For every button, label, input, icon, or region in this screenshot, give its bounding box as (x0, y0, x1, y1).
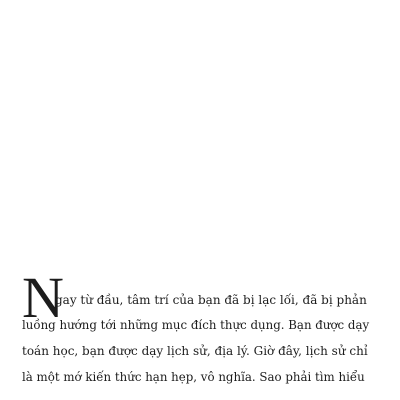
text-line-1: gay từ đầu, tâm trí của bạn đã bị lạc lối, đã bị phản (55, 293, 367, 307)
text-line-3: toán học, bạn được dạy lịch sử, địa lý. Giờ đây, lịch sử chỉ (22, 344, 368, 358)
text-line-4: là một mớ kiến thức hạn hẹp, vô nghĩa. Sao phải tìm hiểu (22, 370, 365, 384)
text-line-2: luồng hướng tới những mục đích thực dụng. Bạn được dạy (22, 318, 370, 332)
drop-cap: N (22, 265, 64, 330)
